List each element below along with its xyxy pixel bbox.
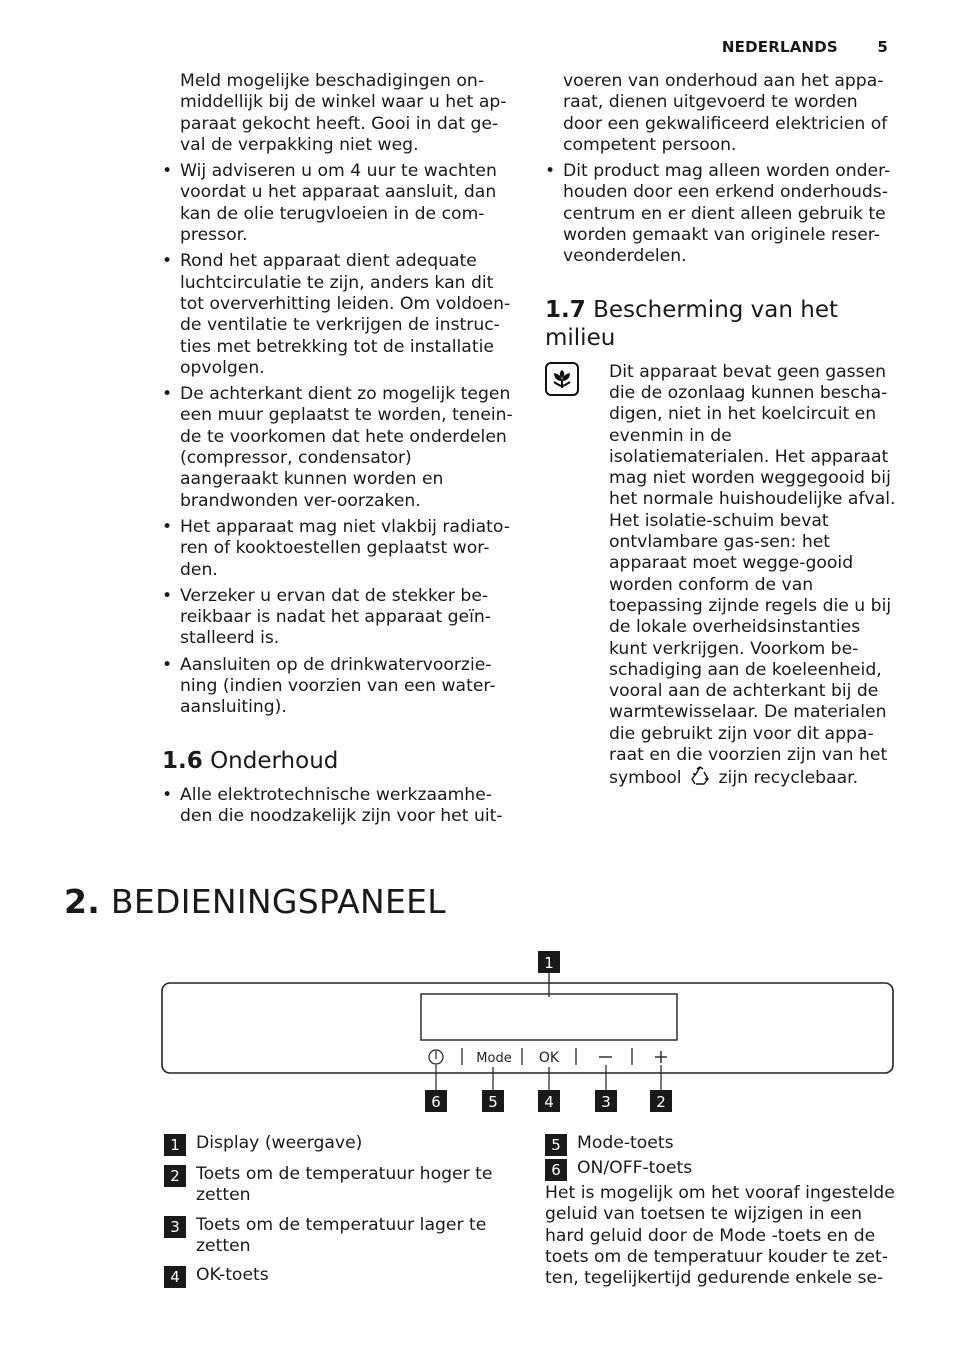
header-language: NEDERLANDS [721,38,838,56]
page-number: 5 [877,38,888,56]
bullet-item: • Wij adviseren u om 4 uur te wachten voordat u het apparaat aansluit, dan kan de olie terugvloeien in de com-pressor. [162,161,514,246]
bullet-item: • Rond het apparaat dient adequate luchtcirculatie te zijn, anders kan dit tot oververhitting leiden. Om voldoen-de ventilatie te verkrijgen de instruc-ties met betrekking tot de installatie opvolgen. [162,251,514,379]
callout-number: 5 [488,1093,498,1111]
legend-right [545,1133,900,1289]
legend-number: 5 [545,1134,567,1156]
section-title: Bescherming van het milieu [545,296,839,351]
legend-text: Toets om de temperatuur hoger te zetten [196,1164,493,1206]
environment-flower-icon [545,362,579,396]
display-window [421,994,677,1040]
right-column [545,71,897,793]
bullet-item: • Alle elektrotechnische werkzaamhe-den die noodzakelijk zijn voor het uit- [162,785,514,828]
maintenance-bullet-list [162,785,514,828]
safety-bullet-list [162,161,514,718]
page-header [722,38,888,56]
callout-number: 2 [656,1093,666,1111]
plus-button[interactable] [655,1051,667,1063]
legend-text: Toets om de temperatuur lager te zetten [196,1214,487,1256]
legend-number: 3 [164,1216,186,1238]
section-heading-onderhoud [162,747,514,775]
bullet-item: • Dit product mag alleen worden onder-houden door een erkend onderhouds-centrum en er dient alleen gebruik te worden gemaakt van originele reser-veonderdelen. [545,161,897,267]
legend-text: ON/OFF-toets [577,1158,693,1178]
power-button[interactable] [429,1050,443,1064]
legend-text: Mode-toets [577,1133,674,1153]
environment-block [545,362,897,793]
callout-3 [595,1065,617,1112]
chapter-title: BEDIENINGSPANEEL [110,882,446,921]
ok-button[interactable]: OK [538,1050,560,1066]
legend-number: 6 [545,1159,567,1181]
callout-number: 4 [544,1093,554,1111]
legend-number: 2 [164,1165,186,1187]
section-number: 1.7 [545,296,586,323]
bullet-item: • De achterkant dient zo mogelijk tegen een muur geplaatst te worden, tenein-de te voorkomen dat hete onderdelen (compressor, condensator) aangeraakt kunnen worden en brandwonden ver-oorzaken. [162,384,514,512]
callout-6 [425,1065,447,1112]
callout-number: 6 [431,1093,441,1111]
legend-item [164,1265,514,1288]
bullet-item: • Het apparaat mag niet vlakbij radiato-ren of kooktoestellen geplaatst wor-den. [162,517,514,581]
callout-2 [650,1065,672,1112]
sound-setting-note: Het is mogelijk om het vooraf ingestelde geluid van toetsen te wijzigen in een hard geluid door de Mode -toets en de toets om de temperatuur kouder te zet-ten, tegelijkertijd gedurende enkele se- [545,1183,895,1289]
legend-text: OK-toets [196,1265,269,1286]
callout-number: 1 [544,954,554,972]
environment-text [609,362,897,793]
legend-item [545,1133,900,1156]
section-title: Onderhoud [210,747,339,774]
callout-number: 3 [601,1093,611,1111]
section-heading-milieu [545,296,897,352]
legend-text: Display (weergave) [196,1133,363,1153]
recycle-icon [689,766,711,792]
legend-left [164,1133,514,1296]
chapter-number: 2. [64,882,101,921]
chapter-heading [64,882,446,921]
bullet-item: • Aansluiten op de drinkwatervoorzie-ning (indien voorzien van een water-aansluiting). [162,655,514,719]
environment-text-end: zijn recyclebaar. [718,768,859,789]
bullet-item: • Verzeker u ervan dat de stekker be-reikbaar is nadat het apparaat geïn-stalleerd is. [162,586,514,650]
continuation-paragraph: voeren van onderhoud aan het appa-raat, dienen uitgevoerd te worden door een gekwalificeerd elektricien of competent persoon. [563,71,888,155]
legend-item [545,1158,900,1181]
mode-button[interactable]: Mode [476,1051,512,1066]
intro-paragraph: Meld mogelijke beschadigingen on-middellijk bij de winkel waar u het ap-paraat gekocht heeft. Gooi in dat ge-val de verpakking niet weg. [180,71,507,155]
environment-text-main: Dit apparaat bevat geen gassen die de ozonlaag kunnen bescha-digen, niet in het koelcircuit en evenmin in de isolatiematerialen. Het apparaat mag niet worden weggegooid bij het normale huishoudelijke afval. Het isolatie-schuim bevat ontvlambare gas-sen: het apparaat moet wegge-gooid worden conform de van toepassing zijnde regels die u bij de lokale overheidsinstanties kunt verkrijgen. Voorkom be-schadiging aan de koeleenheid, vooral aan de achterkant bij de warmtewisselaar. De materialen die gebruikt zijn voor dit appa-raat en die voorzien zijn van het symbool [609,361,896,789]
section-number: 1.6 [162,747,203,774]
panel-outline [162,983,893,1073]
legend-item [164,1215,514,1258]
legend-item [164,1164,514,1207]
legend-number: 1 [164,1134,186,1156]
left-column [162,71,514,827]
control-panel-diagram [150,945,910,1120]
legend-number: 4 [164,1266,186,1288]
maintenance-bullet-list-2 [545,161,897,267]
legend-item [164,1133,514,1156]
